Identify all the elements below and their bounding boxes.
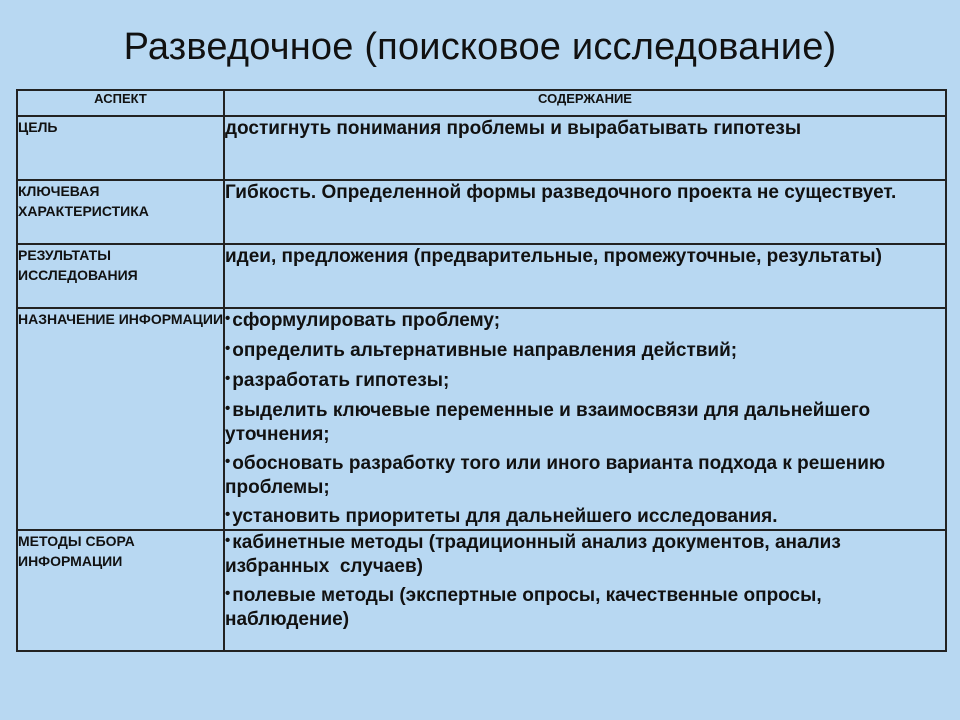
list-item — [225, 399, 945, 446]
content-cell: достигнуть понимания проблемы и вырабатывать гипотезы — [224, 116, 946, 180]
bullet-text: обосновать разработку того или иного варианта подхода к решению проблемы; — [225, 453, 886, 498]
slide-title: Разведочное (поисковое исследование) — [123, 26, 837, 68]
list-item — [225, 505, 945, 529]
list-item — [225, 339, 945, 363]
bullet-icon: • — [225, 370, 231, 387]
list-item — [225, 369, 945, 393]
aspect-cell: КЛЮЧЕВАЯ ХАРАКТЕРИСТИКА — [17, 180, 224, 244]
research-table — [16, 89, 947, 652]
bullet-text: полевые методы (экспертные опросы, качественные опросы, наблюдение) — [225, 585, 822, 630]
table-row-results — [17, 244, 946, 308]
header-aspect: АСПЕКТ — [17, 90, 224, 116]
table-row-goal — [17, 116, 946, 180]
table-row-key-characteristic — [17, 180, 946, 244]
bullet-text: выделить ключевые переменные и взаимосвязи для дальнейшего уточнения; — [225, 400, 881, 445]
table-row-purpose — [17, 308, 946, 530]
aspect-cell: НАЗНАЧЕНИЕ ИНФОРМАЦИИ — [17, 308, 224, 530]
list-item — [225, 309, 945, 333]
list-item — [225, 452, 945, 499]
bullet-icon: • — [225, 585, 231, 602]
bullet-text: кабинетные методы (традиционный анализ документов, анализ избранных случаев) — [225, 532, 847, 577]
bullet-text: определить альтернативные направления действий; — [232, 340, 738, 361]
content-cell-bullets — [224, 308, 946, 530]
list-item — [225, 584, 945, 631]
header-content: СОДЕРЖАНИЕ — [224, 90, 946, 116]
bullet-text: разработать гипотезы; — [232, 370, 450, 391]
table-header-row — [17, 90, 946, 116]
list-item — [225, 531, 945, 578]
bullet-icon: • — [225, 506, 231, 523]
content-cell: идеи, предложения (предварительные, промежуточные, результаты) — [224, 244, 946, 308]
table-row-methods — [17, 530, 946, 651]
bullet-icon: • — [225, 340, 231, 357]
bullet-icon: • — [225, 310, 231, 327]
aspect-cell: РЕЗУЛЬТАТЫ ИССЛЕДОВАНИЯ — [17, 244, 224, 308]
content-cell: Гибкость. Определенной формы разведочного проекта не существует. — [224, 180, 946, 244]
aspect-cell: ЦЕЛЬ — [17, 116, 224, 180]
content-cell-bullets — [224, 530, 946, 651]
aspect-cell: МЕТОДЫ СБОРА ИНФОРМАЦИИ — [17, 530, 224, 651]
bullet-icon: • — [225, 532, 231, 549]
bullet-icon: • — [225, 453, 231, 470]
bullet-text: сформулировать проблему; — [232, 310, 501, 331]
bullet-text: установить приоритеты для дальнейшего исследования. — [232, 506, 778, 527]
bullet-icon: • — [225, 400, 231, 417]
